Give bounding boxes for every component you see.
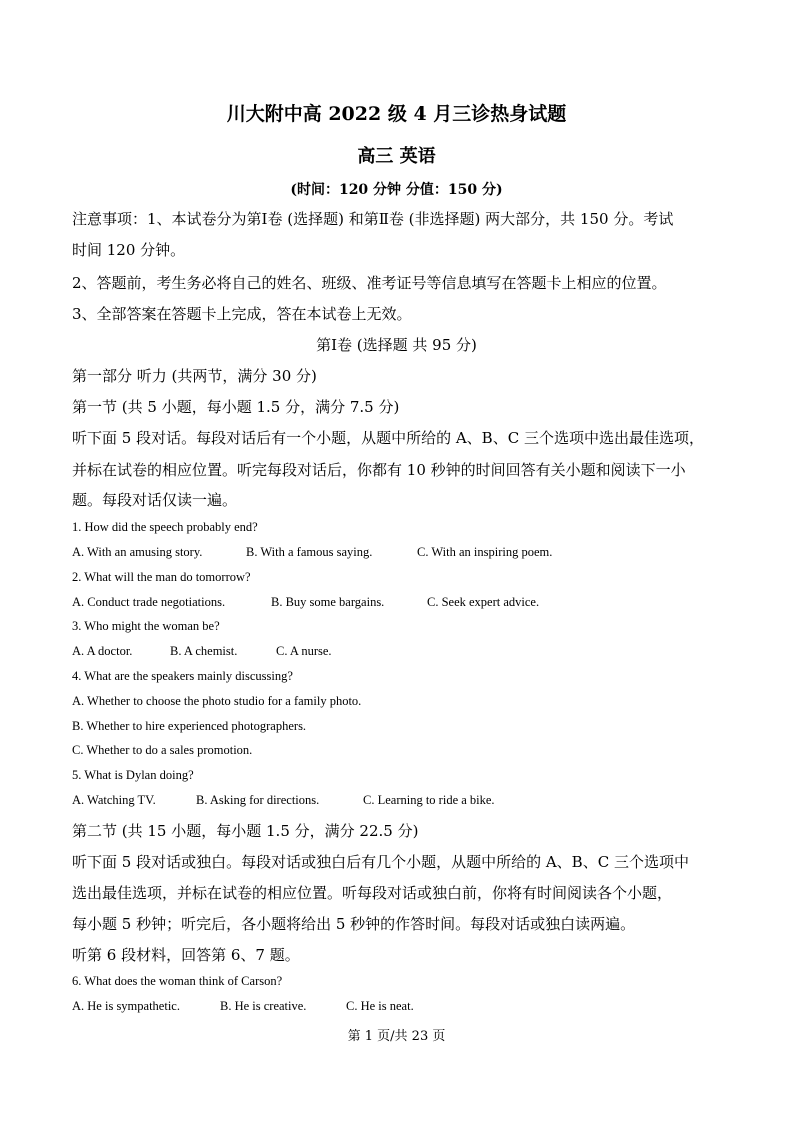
question-6-option-c: C. He is neat.: [346, 999, 414, 1013]
question-5-option-c: C. Learning to ride a bike.: [363, 793, 495, 807]
section1-instruction-2: 并标在试卷的相应位置。听完每段对话后，你都有 10 秒钟的时间回答有关小题和阅读下一小: [72, 461, 686, 479]
exam-info: (时间：120 分钟 分值：150 分): [290, 182, 503, 198]
question-3-option-a: A. A doctor.: [72, 644, 133, 658]
exam-title: 川大附中高 2022 级 4 月三诊热身试题: [226, 103, 567, 125]
exam-subject: 高三 英语: [357, 146, 436, 167]
question-4-option-c: C. Whether to do a sales promotion.: [72, 743, 253, 757]
question-6-option-a: A. He is sympathetic.: [72, 999, 180, 1013]
question-3-stem: 3. Who might the woman be?: [72, 619, 220, 633]
section1-instruction-3: 题。每段对话仅读一遍。: [72, 491, 238, 509]
question-5-stem: 5. What is Dylan doing?: [72, 768, 194, 782]
material-6-heading: 听第 6 段材料，回答第 6、7 题。: [72, 946, 300, 964]
question-3-option-b: B. A chemist.: [170, 644, 238, 658]
question-5-options: [72, 793, 495, 808]
question-6-stem: 6. What does the woman think of Carson?: [72, 974, 283, 988]
question-2-options: [72, 595, 539, 610]
question-1-option-c: C. With an inspiring poem.: [417, 545, 553, 559]
section2-instruction-3: 每小题 5 秒钟；听完后，各小题将给出 5 秒钟的作答时间。每段对话或独白读两遍。: [72, 915, 636, 933]
question-2-stem: 2. What will the man do tomorrow?: [72, 570, 251, 584]
question-6-options: [72, 999, 414, 1014]
question-2-option-b: B. Buy some bargains.: [271, 595, 385, 609]
page-number: 第 1 页/共 23 页: [347, 1029, 446, 1044]
question-6-option-b: B. He is creative.: [220, 999, 307, 1013]
question-1-option-b: B. With a famous saying.: [246, 545, 373, 559]
section1-instruction-1: 听下面 5 段对话。每段对话后有一个小题，从题中所给的 A、B、C 三个选项中选出最佳选项，: [72, 429, 704, 447]
question-1-options: [72, 545, 552, 560]
question-4-stem: 4. What are the speakers mainly discussing?: [72, 669, 293, 683]
section2-heading: 第二节 (共 15 小题，每小题 1.5 分，满分 22.5 分): [72, 822, 419, 840]
volume1-heading: 第Ⅰ卷 (选择题 共 95 分): [316, 336, 477, 354]
section2-instruction-1: 听下面 5 段对话或独白。每段对话或独白后有几个小题，从题中所给的 A、B、C 三个选项中: [72, 853, 689, 871]
notes-line-4: 3、全部答案在答题卡上完成，答在本试卷上无效。: [72, 305, 412, 323]
question-5-option-b: B. Asking for directions.: [196, 793, 320, 807]
question-1-option-a: A. With an amusing story.: [72, 545, 203, 559]
notes-line-3: 2、答题前，考生务必将自己的姓名、班级、准考证号等信息填写在答题卡上相应的位置。: [72, 274, 667, 292]
question-4-option-a: A. Whether to choose the photo studio for a family photo.: [72, 694, 362, 708]
question-5-option-a: A. Watching TV.: [72, 793, 156, 807]
notes-line-1: 注意事项：1、本试卷分为第Ⅰ卷 (选择题) 和第Ⅱ卷 (非选择题) 两大部分，共 150 分。考试: [72, 210, 674, 228]
question-2-option-a: A. Conduct trade negotiations.: [72, 595, 226, 609]
notes-line-2: 时间 120 分钟。: [72, 241, 186, 259]
section2-instruction-2: 选出最佳选项，并标在试卷的相应位置。听每段对话或独白前，你将有时间阅读各个小题，: [72, 884, 673, 902]
question-4-option-b: B. Whether to hire experienced photographers.: [72, 719, 307, 733]
part1-heading: 第一部分 听力 (共两节，满分 30 分): [72, 367, 317, 385]
question-3-option-c: C. A nurse.: [276, 644, 332, 658]
question-1-stem: 1. How did the speech probably end?: [72, 520, 258, 534]
section1-heading: 第一节 (共 5 小题，每小题 1.5 分，满分 7.5 分): [72, 398, 400, 416]
question-2-option-c: C. Seek expert advice.: [427, 595, 540, 609]
question-3-options: [72, 644, 332, 659]
